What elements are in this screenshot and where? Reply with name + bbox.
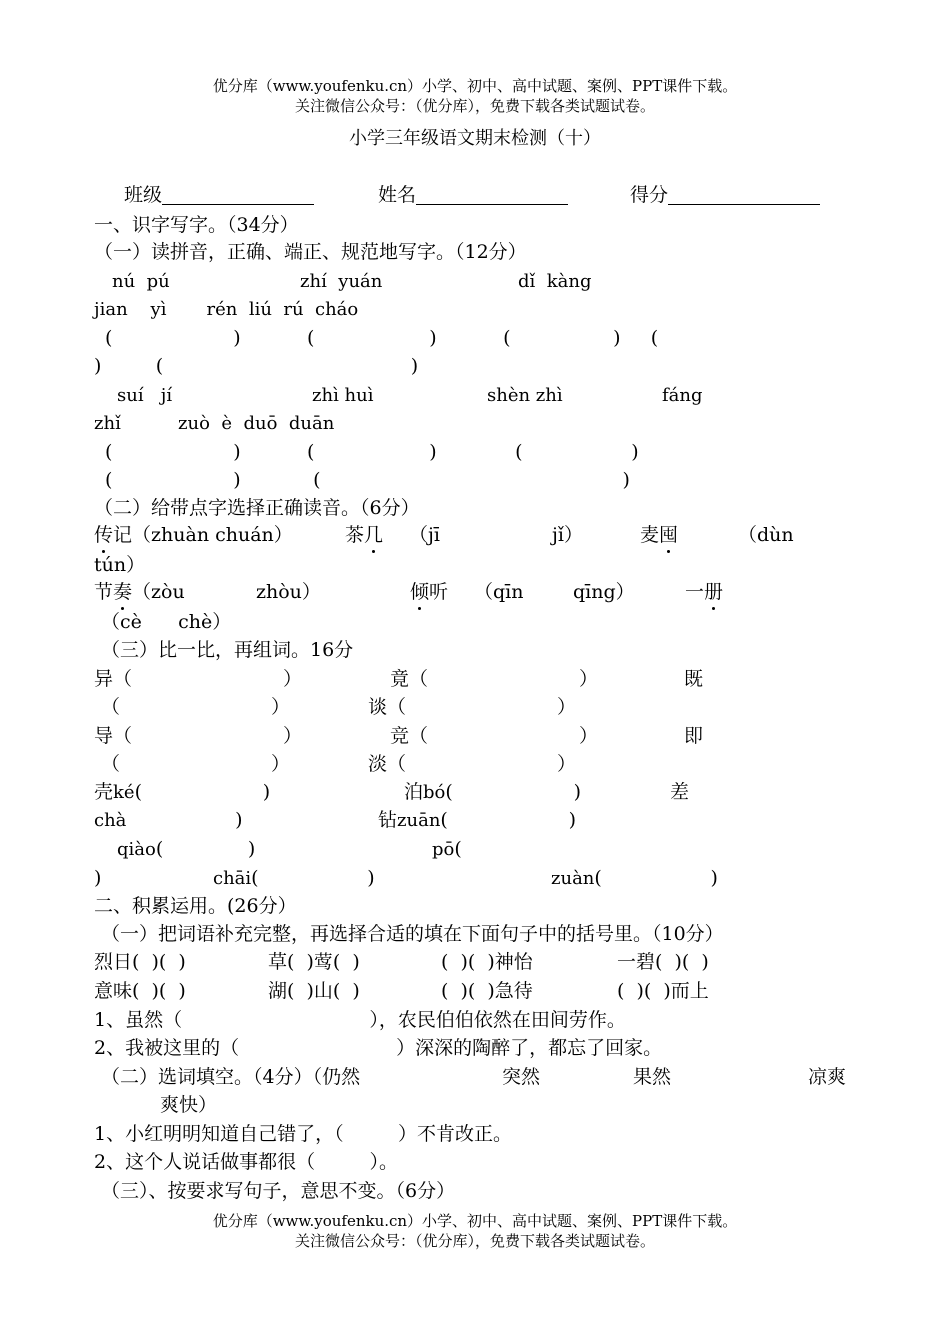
reading-item: 一册	[685, 581, 724, 603]
part-1-3-heading: （三）比一比，再组词。16分	[101, 639, 354, 661]
reading-option: tún）	[94, 554, 146, 576]
answer-brackets: ( ) ( ) ( )	[105, 441, 639, 463]
fill-question-1: 1、小红明明知道自己错了，（ ）不肯改正。	[94, 1123, 512, 1145]
compare-row: 竞（ ）	[390, 725, 599, 747]
word-option: 凉爽	[808, 1066, 847, 1088]
pinyin: fáng	[662, 385, 703, 406]
part-2-2-heading: （二）选词填空。（4分）（仍然	[101, 1066, 361, 1088]
compare-row: 泊bó( )	[404, 781, 581, 803]
score-field: 得分	[630, 186, 820, 205]
compare-row: 谈（ ）	[368, 696, 577, 718]
part-2-3-heading: （三）、按要求写句子，意思不变。（6分）	[101, 1180, 456, 1202]
idiom-item: ( )( )而上	[617, 980, 709, 1002]
answer-brackets: ) ( )	[94, 355, 419, 377]
footer-line-2: 关注微信公众号：（优分库），免费下载各类试题试卷。	[294, 1232, 655, 1250]
part-1-2-heading: （二）给带点字选择正确读音。（6分）	[94, 497, 420, 519]
pinyin: nú pú	[112, 271, 170, 292]
header-line-1: 优分库（www.youfenku.cn）小学、初中、高中试题、案例、PPT课件下载。	[212, 77, 738, 95]
reading-item: 倾听	[410, 581, 449, 603]
idiom-item: 草( )莺( )	[268, 951, 360, 973]
part-2-1-heading: （一）把词语补充完整，再选择合适的填在下面句子中的括号里。（10分）	[101, 923, 724, 945]
compare-char: 即	[684, 725, 704, 747]
answer-brackets: ( ) ( ) ( ) (	[105, 327, 659, 349]
reading-option: jǐ）	[552, 524, 583, 546]
word-option: 果然	[633, 1066, 672, 1088]
sentence-1: 1、虽然（ ），农民伯伯依然在田间劳作。	[94, 1009, 626, 1031]
section-1-heading: 一、识字写字。（34分）	[94, 214, 299, 236]
pinyin: zhì huì	[312, 385, 374, 406]
compare-row: 钻zuān( )	[378, 809, 577, 831]
class-field: 班级	[124, 186, 314, 205]
answer-brackets: ( ) ( )	[105, 469, 630, 491]
word-option: 突然	[502, 1066, 541, 1088]
compare-row: 导（ ）	[94, 725, 303, 747]
compare-char: 既	[684, 668, 704, 690]
compare-row: zuàn( )	[551, 867, 718, 889]
compare-row: chà )	[94, 809, 243, 831]
reading-item: 麦囤	[640, 524, 679, 546]
compare-row: 竟（ ）	[390, 668, 599, 690]
header-line-2: 关注微信公众号：（优分库），免费下载各类试题试卷。	[294, 97, 655, 115]
compare-row: （ ）	[101, 753, 290, 775]
reading-option: （qīn	[474, 581, 524, 603]
reading-option: qīng）	[573, 581, 635, 603]
reading-item: 节奏（zòu	[94, 581, 185, 603]
compare-row: )	[94, 867, 102, 889]
compare-char: 差	[670, 781, 690, 803]
reading-option: zhòu）	[256, 581, 321, 603]
compare-row: chāi( )	[213, 867, 375, 889]
compare-row: 异（ ）	[94, 668, 303, 690]
fill-question-2: 2、这个人说话做事都很（ ）。	[94, 1151, 398, 1173]
footer-line-1: 优分库（www.youfenku.cn）小学、初中、高中试题、案例、PPT课件下载。	[212, 1212, 738, 1230]
reading-option: （cè chè）	[101, 611, 232, 633]
part-1-1-heading: （一）读拼音，正确、端正、规范地写字。（12分）	[94, 241, 527, 263]
pinyin: zhǐ zuò è duō duān	[94, 413, 335, 434]
pinyin: zhí yuán	[300, 271, 383, 292]
pinyin: suí jí	[117, 385, 173, 406]
compare-row: （ ）	[101, 696, 290, 718]
idiom-item: ( )( )急待	[441, 980, 533, 1002]
idiom-item: 烈日( )( )	[94, 951, 186, 973]
compare-row: qiào( )	[117, 838, 256, 860]
idiom-item: 意味( )( )	[94, 980, 186, 1002]
pinyin: shèn zhì	[487, 385, 563, 406]
name-field: 姓名	[378, 186, 568, 205]
sentence-2: 2、我被这里的（ ）深深的陶醉了，都忘了回家。	[94, 1037, 663, 1059]
section-2-heading: 二、积累运用。(26分）	[94, 895, 297, 917]
reading-option: （dùn	[738, 524, 794, 546]
idiom-item: 湖( )山( )	[268, 980, 360, 1002]
reading-item: 传记（zhuàn chuán）	[94, 524, 293, 546]
compare-row: 壳ké( )	[94, 781, 271, 803]
idiom-item: 一碧( )( )	[617, 951, 709, 973]
reading-item: 茶几	[345, 524, 384, 546]
compare-row: 淡（ ）	[368, 753, 577, 775]
pinyin: dǐ kàng	[518, 271, 592, 292]
pinyin: jian yì rén liú rú cháo	[94, 299, 359, 320]
compare-row: pō(	[432, 838, 462, 860]
page-title: 小学三年级语文期末检测（十）	[349, 128, 601, 149]
idiom-item: ( )( )神怡	[441, 951, 533, 973]
word-option: 爽快）	[160, 1094, 218, 1116]
reading-option: （jī	[409, 524, 440, 546]
